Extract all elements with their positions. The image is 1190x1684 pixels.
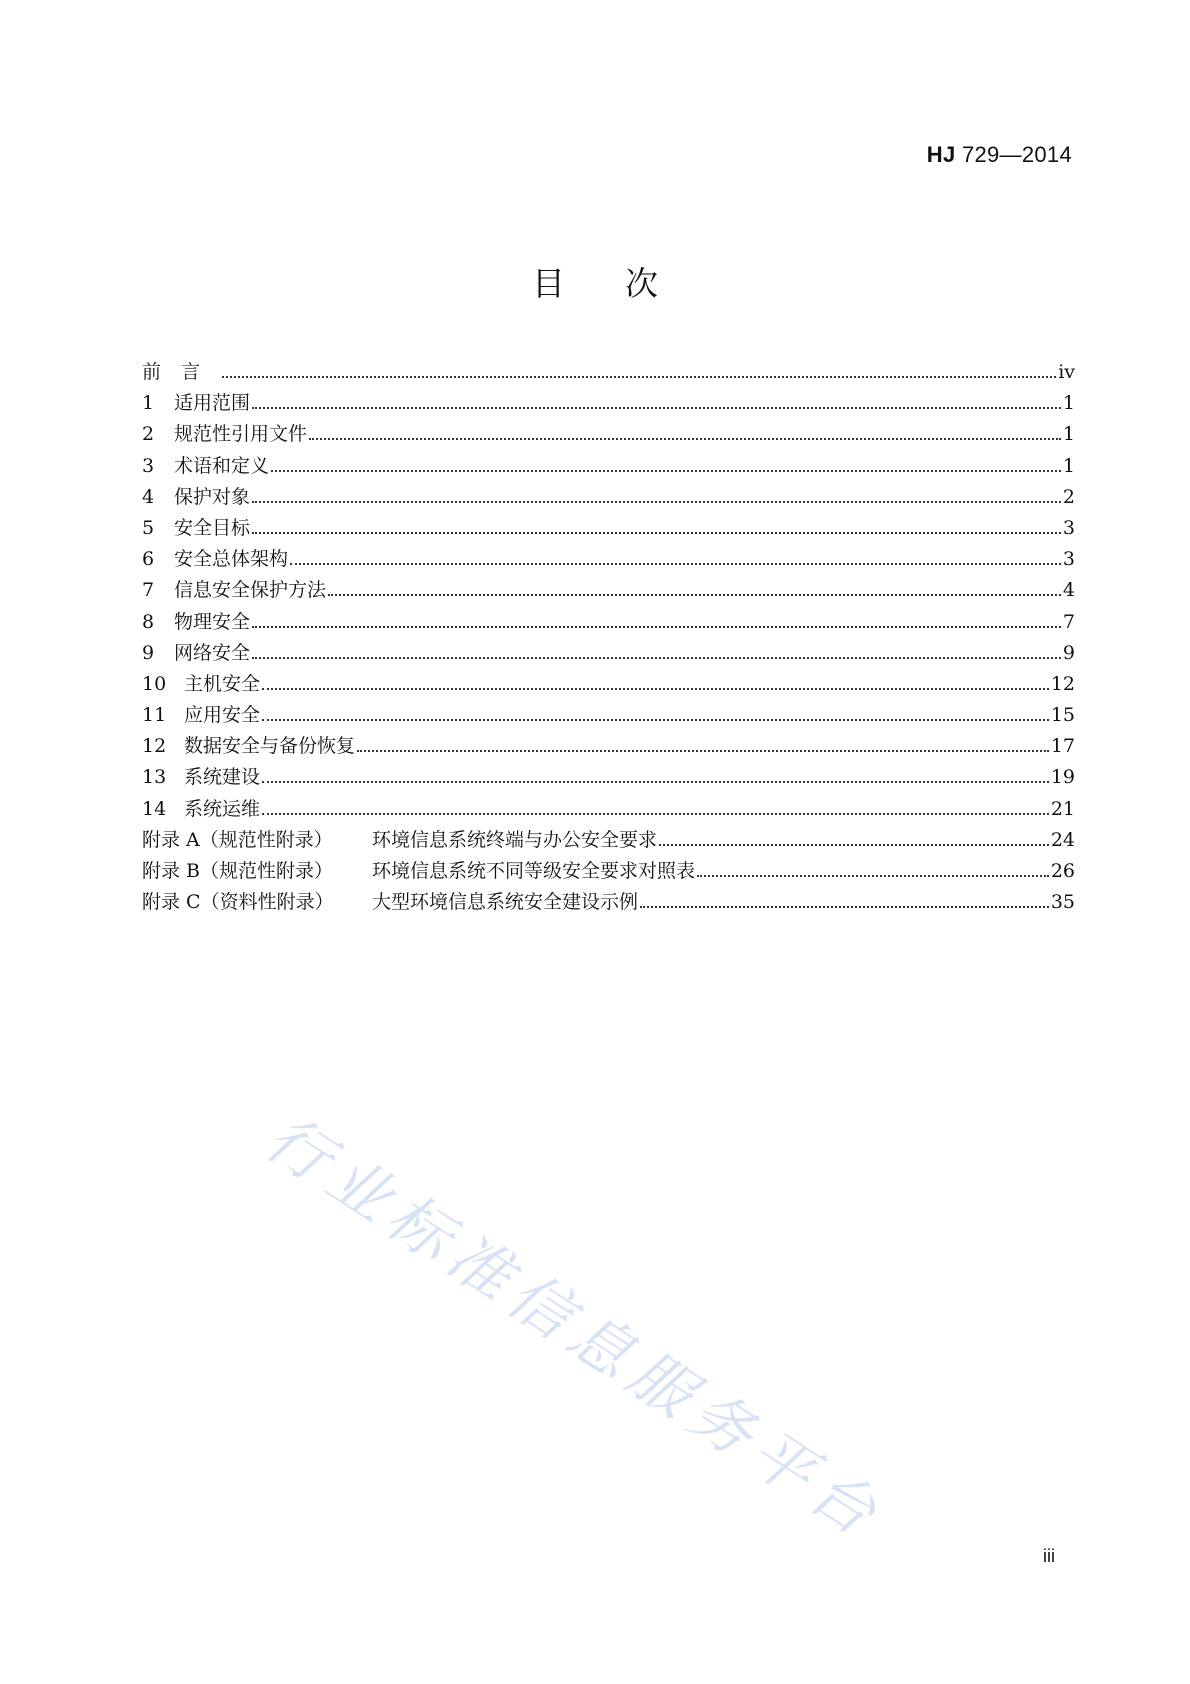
toc-entry-number: 6 xyxy=(142,548,155,571)
toc-dot-leader xyxy=(262,719,1049,721)
toc-entry[interactable] xyxy=(142,794,1075,825)
toc-entry-page: 7 xyxy=(1062,610,1075,633)
toc-entry-page: 1 xyxy=(1062,423,1075,446)
toc-appendix-label: 附录 B（规范性附录） xyxy=(142,860,334,882)
toc-entry-page: 3 xyxy=(1062,548,1075,571)
toc-entry-page: 19 xyxy=(1050,766,1075,789)
table-of-contents xyxy=(142,357,1075,918)
toc-entry-page: 24 xyxy=(1050,828,1075,851)
toc-entry[interactable] xyxy=(142,419,1075,450)
toc-dot-leader xyxy=(252,532,1061,534)
toc-entry-page: 9 xyxy=(1062,641,1075,664)
toc-entry-number: 7 xyxy=(142,579,155,602)
toc-entry[interactable] xyxy=(142,731,1075,762)
toc-entry[interactable] xyxy=(142,357,1075,388)
toc-entry[interactable] xyxy=(142,856,1075,887)
toc-entry[interactable] xyxy=(142,607,1075,638)
toc-entry-number: 10 xyxy=(142,672,167,695)
toc-dot-leader xyxy=(659,844,1049,846)
toc-dot-leader xyxy=(222,376,1056,378)
toc-entry-page: 26 xyxy=(1050,860,1075,882)
toc-dot-leader xyxy=(271,470,1061,472)
page-number: iii xyxy=(1043,1546,1055,1566)
toc-entry-title: 大型环境信息系统安全建设示例 xyxy=(372,891,639,914)
toc-entry-number: 2 xyxy=(142,423,155,446)
toc-appendix-label: 附录 A（规范性附录） xyxy=(142,828,333,851)
toc-entry[interactable] xyxy=(142,887,1075,918)
toc-dot-leader xyxy=(262,781,1049,783)
toc-entry[interactable] xyxy=(142,451,1075,482)
toc-entry[interactable] xyxy=(142,762,1075,793)
toc-entry[interactable] xyxy=(142,482,1075,513)
toc-entry[interactable] xyxy=(142,669,1075,700)
toc-entry[interactable] xyxy=(142,700,1075,731)
toc-entry-page: 35 xyxy=(1050,891,1075,914)
toc-entry-title: 规范性引用文件 xyxy=(174,423,308,446)
toc-entry[interactable] xyxy=(142,825,1075,856)
toc-entry-title: 术语和定义 xyxy=(174,454,270,477)
toc-entry[interactable] xyxy=(142,544,1075,575)
toc-dot-leader xyxy=(328,594,1061,596)
toc-entry-page: 4 xyxy=(1062,579,1075,602)
toc-entry-page: 1 xyxy=(1062,392,1075,415)
toc-appendix-label: 附录 C（资料性附录） xyxy=(142,891,334,914)
toc-entry-number: 9 xyxy=(142,641,155,664)
toc-entry-title: 应用安全 xyxy=(184,704,261,727)
toc-entry-title: 物理安全 xyxy=(174,610,251,633)
toc-dot-leader xyxy=(697,875,1049,877)
standard-code xyxy=(927,142,1072,168)
toc-entry-page: 12 xyxy=(1050,672,1075,695)
toc-entry-title: 环境信息系统终端与办公安全要求 xyxy=(372,828,658,851)
toc-entry-page: 15 xyxy=(1050,704,1075,727)
toc-dot-leader xyxy=(309,438,1061,440)
toc-entry[interactable] xyxy=(142,513,1075,544)
toc-entry-number: 13 xyxy=(142,766,167,789)
toc-entry-number: 1 xyxy=(142,392,155,415)
toc-entry-number: 8 xyxy=(142,610,155,633)
toc-dot-leader xyxy=(252,626,1061,628)
toc-entry-page: 2 xyxy=(1062,485,1075,508)
toc-entry-title: 环境信息系统不同等级安全要求对照表 xyxy=(372,860,696,882)
toc-entry-title: 信息安全保护方法 xyxy=(174,579,327,602)
toc-entry-title: 前言 xyxy=(142,361,221,383)
toc-dot-leader xyxy=(252,407,1061,409)
toc-entry-number: 14 xyxy=(142,797,167,820)
toc-entry-title: 适用范围 xyxy=(174,392,251,415)
page-title: 目次 xyxy=(532,264,718,303)
toc-entry-page: 1 xyxy=(1062,454,1075,477)
toc-entry-title: 安全总体架构 xyxy=(174,548,289,571)
toc-entry-title: 安全目标 xyxy=(174,516,251,539)
toc-dot-leader xyxy=(290,563,1061,565)
toc-dot-leader xyxy=(262,688,1049,690)
toc-dot-leader xyxy=(262,813,1049,815)
toc-entry-number: 12 xyxy=(142,735,167,758)
toc-entry-title: 主机安全 xyxy=(184,672,261,695)
toc-dot-leader xyxy=(252,501,1061,503)
toc-entry-page: 21 xyxy=(1050,797,1075,820)
toc-entry-number: 4 xyxy=(142,485,155,508)
toc-entry-title: 数据安全与备份恢复 xyxy=(184,735,356,758)
toc-entry-title: 保护对象 xyxy=(174,485,251,508)
toc-entry-page: 3 xyxy=(1062,516,1075,539)
toc-entry-title: 系统运维 xyxy=(184,797,261,820)
toc-dot-leader xyxy=(252,657,1061,659)
watermark: 行业标准信息服务平台 xyxy=(253,1100,897,1555)
toc-dot-leader xyxy=(640,906,1049,908)
toc-entry-number: 5 xyxy=(142,516,155,539)
standard-code-number: 729—2014 xyxy=(955,142,1072,167)
toc-entry-title: 网络安全 xyxy=(174,641,251,664)
toc-entry-title: 系统建设 xyxy=(184,766,261,789)
toc-entry-number: 3 xyxy=(142,454,155,477)
toc-entry-page: 17 xyxy=(1050,735,1075,758)
toc-entry-number: 11 xyxy=(142,704,167,727)
toc-entry[interactable] xyxy=(142,638,1075,669)
toc-entry-page: iv xyxy=(1058,361,1075,383)
standard-code-prefix: HJ xyxy=(926,142,956,167)
toc-entry[interactable] xyxy=(142,575,1075,606)
toc-dot-leader xyxy=(357,750,1049,752)
toc-entry[interactable] xyxy=(142,388,1075,419)
